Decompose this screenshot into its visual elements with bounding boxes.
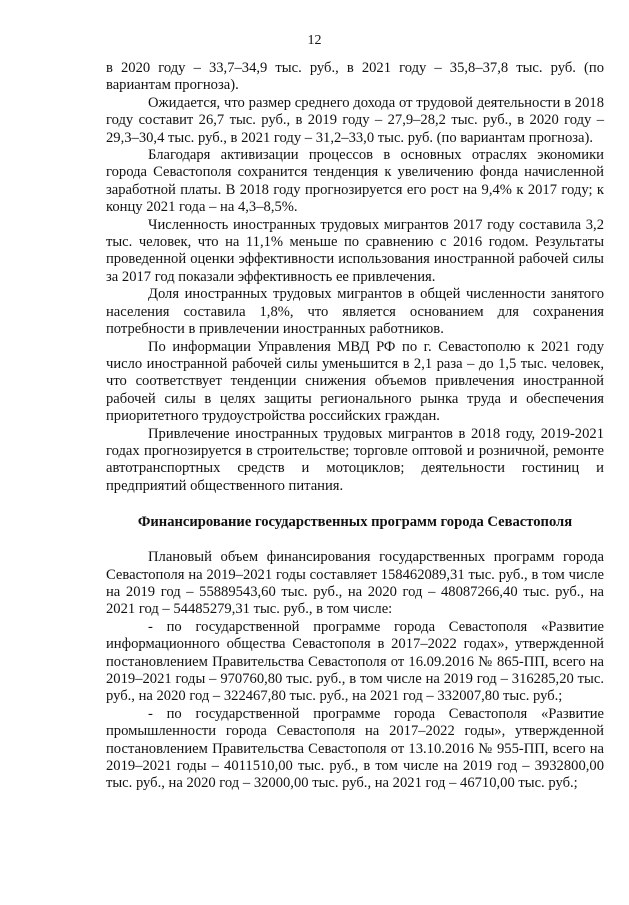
paragraph: По информации Управления МВД РФ по г. Севастополю к 2021 году число иностранной рабочей силы уменьшится в 2,1 раза – до 1,5 тыс. человек, что соответствует тенденции снижения объемов привлечения иностранной рабочей силы в целях защиты регионального рынка труда и обеспечения приоритетного трудоустройства российских граждан. <box>106 338 604 425</box>
section-heading: Финансирование государственных программ города Севастополя <box>137 514 573 531</box>
paragraph: Доля иностранных трудовых мигрантов в общей численности занятого населения составила 1,8%, что является основанием для сохранения потребности в привлечении иностранных работников. <box>106 286 604 338</box>
list-item: - по государственной программе города Севастополя «Развитие промышленности города Севастополя на 2017–2022 годы», утвержденной постановлением Правительства Севастополя от 13.10.2016 № 955-ПП, всего на 2019–2021 годы – 4011510,00 тыс. руб., в том числе на 2019 год – 3932800,00 тыс. руб., на 2020 год – 32000,00 тыс. руб., на 2021 год – 46710,00 тыс. руб.; <box>106 705 604 792</box>
list-item: - по государственной программе города Севастополя «Развитие информационного общества Севастополя в 2017–2022 годах», утвержденной постановлением Правительства Севастополя от 16.09.2016 № 865-ПП, всего на 2019–2021 годы – 970760,80 тыс. руб., в том числе на 2019 год – 316285,20 тыс. руб., на 2020 год – 322467,80 тыс. руб., на 2021 год – 332007,80 тыс. руб.; <box>106 618 604 705</box>
paragraph: Благодаря активизации процессов в основных отраслях экономики города Севастополя сохранится тенденция к увеличению фонда начисленной заработной платы. В 2018 году прогнозируется его рост на 9,4% к 2017 году; к концу 2021 года – на 4,3–8,5%. <box>106 147 604 216</box>
document-body <box>106 60 604 793</box>
page-number: 12 <box>307 33 322 48</box>
paragraph: в 2020 году – 33,7–34,9 тыс. руб., в 2021 году – 35,8–37,8 тыс. руб. (по вариантам прогноза). <box>106 60 604 94</box>
paragraph: Ожидается, что размер среднего дохода от трудовой деятельности в 2018 году составит 26,7 тыс. руб., в 2019 году – 27,9–28,2 тыс. руб., в 2020 году – 29,3–30,4 тыс. руб., в 2021 году – 31,2–33,0 тыс. руб. (по вариантам прогноза). <box>106 94 604 146</box>
paragraph: Привлечение иностранных трудовых мигрантов в 2018 году, 2019-2021 годах прогнозируется в строительстве; торговле оптовой и розничной, ремонте автотранспортных средств и мотоциклов; деятельности гостиниц и предприятий общественного питания. <box>106 425 604 494</box>
paragraph: Плановый объем финансирования государственных программ города Севастополя на 2019–2021 годы составляет 158462089,31 тыс. руб., в том числе на 2019 год – 55889543,60 тыс. руб., на 2020 год – 48087266,40 тыс. руб., на 2021 год – 54485279,31 тыс. руб., в том числе: <box>106 549 604 618</box>
paragraph: Численность иностранных трудовых мигрантов 2017 году составила 3,2 тыс. человек, что на 11,1% меньше по сравнению с 2016 годом. Результаты проведенной оценки эффективности использования иностранной рабочей силы за 2017 год показали эффективность ее привлечения. <box>106 216 604 285</box>
